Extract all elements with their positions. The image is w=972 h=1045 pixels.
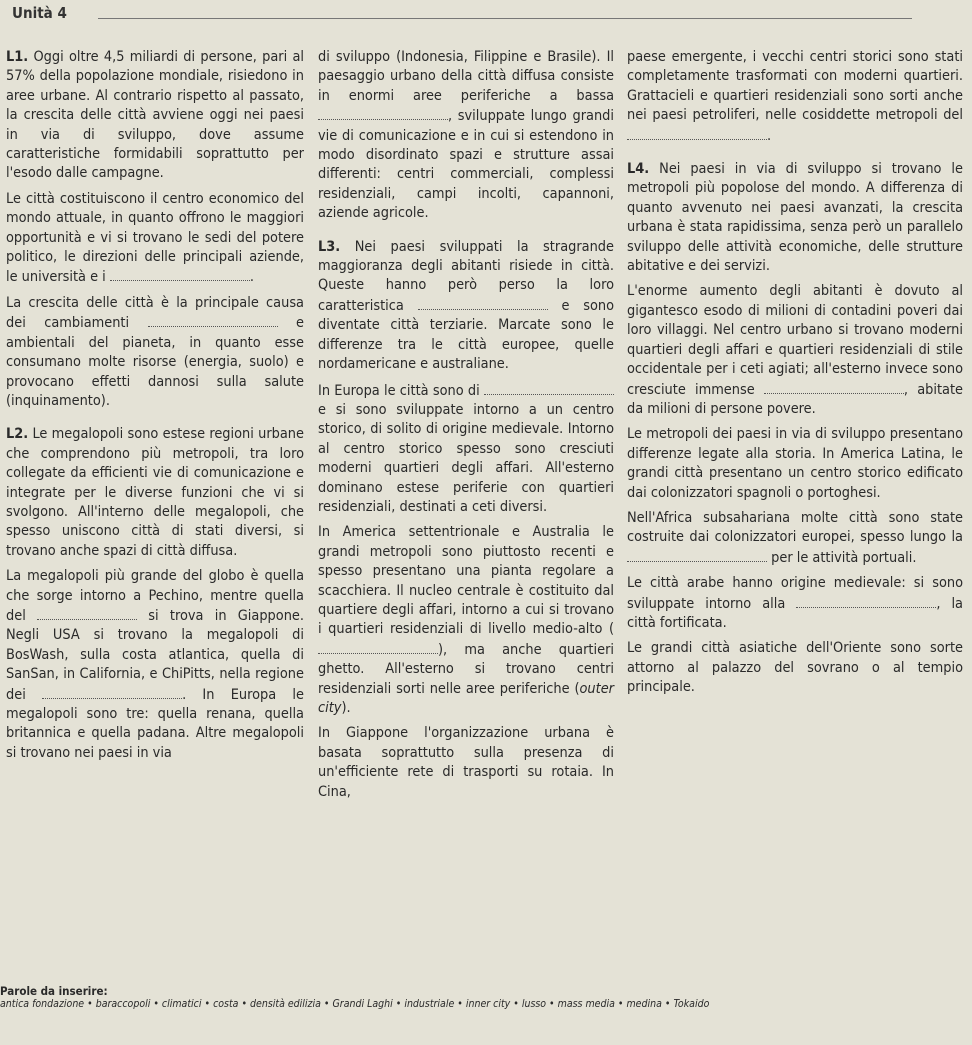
word-bank-title: Parole da inserire: (0, 984, 108, 998)
paragraph: L'enorme aumento degli abitanti è dovuto al gigantesco esodo di milioni di contadini poveri dai loro villaggi. Nel centro urbano si trovano moderni quartieri degli affari e quartieri residenziali di stile occidentale per i ceti agiati; all'esterno invece sono cresciute immense , abitate da milioni di persone povere. (627, 283, 963, 417)
word-bank (0, 985, 972, 1011)
section-number: L2. (6, 426, 29, 443)
section-number: L1. (6, 49, 29, 65)
text: . In Europa le megalopoli sono tre: quella renana, quella britannica e quella padana. Altre megalopoli si trovano nei paesi in via (6, 686, 304, 761)
column-3 (627, 48, 963, 704)
fill-blank[interactable] (484, 381, 614, 395)
paragraph: Le città costituiscono il centro economico del mondo attuale, in quanto offrono le maggiori opportunità e vi si trovano le sedi del potere politico, le direzioni delle principali aziende, le università e i . (6, 190, 304, 286)
unit-title: Unità 4 (12, 4, 67, 22)
text: La megalopoli più grande del globo è quella che sorge intorno a Pechino, mentre quella del (6, 568, 304, 624)
paragraph (627, 425, 963, 503)
text: ), ma anche quartieri ghetto. All'esterno si trovano centri residenziali sorti nelle aree periferiche ( (318, 641, 614, 697)
paragraph (627, 574, 963, 633)
fill-blank[interactable] (418, 296, 548, 310)
fill-blank[interactable] (796, 594, 936, 608)
text: L'enorme aumento degli abitanti è dovuto al gigantesco esodo di milioni di contadini poveri dai loro villaggi. Nel centro urbano si trovano moderni quartieri degli affari e quartieri residenziali di stile occidentale per i ceti agiati; all'esterno invece sono cresciute immense (627, 283, 963, 398)
text: Le città arabe hanno origine medievale: si sono sviluppate intorno alla (627, 575, 963, 612)
section-number: L3. (318, 238, 341, 255)
fill-blank[interactable] (37, 606, 137, 620)
section-number: L4. (627, 161, 650, 178)
text: Le metropoli dei paesi in via di sviluppo presentano differenze legate alla storia. In America Latina, le grandi città presentano un centro storico edificato dai colonizzatori spagnoli o portoghesi. (627, 426, 963, 501)
word-bank-list: antica fondazione • baraccopoli • climatici • costa • densità edilizia • Grandi Laghi • industriale • inner city • lusso • mass media • medina • Tokaido (0, 998, 710, 1010)
fill-blank[interactable] (764, 380, 904, 394)
text: Le grandi città asiatiche dell'Oriente sono sorte attorno al palazzo del sovrano o al tempio principale. (627, 640, 963, 696)
paragraph (318, 48, 614, 224)
fill-blank[interactable] (318, 640, 438, 654)
paragraph (6, 294, 304, 411)
text: paese emergente, i vecchi centri storici sono stati completamente trasformati con moderni quartieri. Grattacieli e quartieri residenziali sono sorti anche nei paesi petroliferi, nelle cosiddette metropoli del (627, 49, 963, 124)
text: Oggi oltre 4,5 miliardi di persone, pari al 57% della popolazione mondiale, risiedono in aree urbane. Al contrario rispetto al passato, la crescita delle città avviene oggi nei paesi in via di sviluppo, dove assume caratteristiche formidabili soprattutto per l'esodo dalle campagne. (6, 49, 304, 182)
text: , la città fortificata. (627, 595, 963, 631)
column-2 (318, 48, 614, 808)
text: e sono diventate città terziarie. Marcate sono le differenze tra le città europee, quelle nordamericane e australiane. (318, 297, 614, 373)
text: Le città costituiscono il centro economico del mondo attuale, in quanto offrono le maggiori opportunità e vi si trovano le sedi del potere politico, le direzioni delle principali aziende, le università e i (6, 190, 304, 286)
text: Nei paesi in via di sviluppo si trovano le metropoli più popolose del mondo. A differenza di quanto avvenuto nei paesi avanzati, la crescita urbana è stata rapidissima, senza però un parallelo sviluppo delle attività economiche, delle strutture abitative e dei servizi. (627, 161, 963, 275)
text: ). (341, 700, 351, 716)
column-1 (6, 48, 304, 769)
text: Le megalopoli sono estese regioni urbane che comprendono più metropoli, tra loro collegate da efficienti vie di comunicazione e integrate per le diverse funzioni che vi si svolgono. All'interno delle megalopoli, che spesso uniscono città di stati diversi, si trovano anche spazi di città diffusa. (6, 426, 304, 559)
paragraph (627, 639, 963, 697)
text: In Giappone l'organizzazione urbana è basata soprattutto sulla presenza di un'efficiente rete di trasporti su rotaia. In Cina, (318, 725, 614, 800)
text: , sviluppate lungo grandi vie di comunicazione e in cui si estendono in modo disordinato spazi e strutture assai differenti: centri commerciali, complessi residenziali, campi incolti, capannoni, aziende agricole. (318, 108, 614, 222)
text: outer city (318, 680, 614, 716)
header-divider (98, 18, 912, 19)
paragraph-l2 (6, 425, 304, 561)
fill-blank[interactable] (110, 267, 250, 281)
paragraph-l3 (318, 238, 614, 375)
paragraph: paese emergente, i vecchi centri storici sono stati completamente trasformati con moderni quartieri. Grattacieli e quartieri residenziali sono sorti anche nei paesi petroliferi, nelle cosiddette metropoli del . (627, 49, 963, 144)
paragraph (318, 381, 614, 518)
text: per le attività portuali. (771, 549, 917, 566)
paragraph (627, 509, 963, 568)
fill-blank[interactable] (42, 685, 182, 699)
paragraph (6, 567, 304, 763)
fill-blank[interactable] (318, 106, 448, 120)
text: di sviluppo (Indonesia, Filippine e Brasile). Il paesaggio urbano della città diffusa consiste in enormi aree periferiche a bassa (318, 49, 614, 104)
text: Nell'Africa subsahariana molte città sono state costruite dai colonizzatori europei, spesso lungo la (627, 509, 963, 546)
paragraph-l1 (6, 48, 304, 184)
paragraph-l4 (627, 160, 963, 276)
text: si trova in Giappone. Negli USA si trovano la megalopoli di BosWash, sulla costa atlantica, quella di SanSan, in California, e ChiPitts, nella regione dei (6, 607, 304, 703)
paragraph (318, 724, 614, 802)
text: e si sono sviluppate intorno a un centro storico, di solito di origine medievale. Intorno al centro storico spesso sono cresciuti moderni quartieri degli affari. All'esterno dominano estese periferie con quartieri residenziali, destinati a ceti diversi. (318, 401, 614, 515)
text: La crescita delle città è la principale causa dei cambiamenti (6, 294, 304, 332)
text: abitate da milioni di persone povere. (627, 381, 963, 417)
text: Nei paesi sviluppati la stragrande maggioranza degli abitanti risiede in città. Queste hanno però perso la loro caratteristica (318, 238, 614, 314)
fill-blank[interactable] (148, 313, 278, 327)
text: In America settentrionale e Australia le grandi metropoli sono piuttosto recenti e spesso presentano una pianta regolare a scacchiera. Il nucleo centrale è costituito dal quartiere degli affari, intorno a cui si trovano i quartieri residenziali di livello medio-alto ( (318, 524, 614, 638)
text: e ambientali del pianeta, in quanto esse consumano molte risorse (energia, suolo) e provocano effetti dannosi sulla salute (inquinamento). (6, 315, 304, 409)
fill-blank[interactable] (627, 548, 767, 562)
text: In Europa le città sono di (318, 382, 480, 399)
paragraph (318, 523, 614, 718)
fill-blank[interactable] (627, 126, 767, 140)
